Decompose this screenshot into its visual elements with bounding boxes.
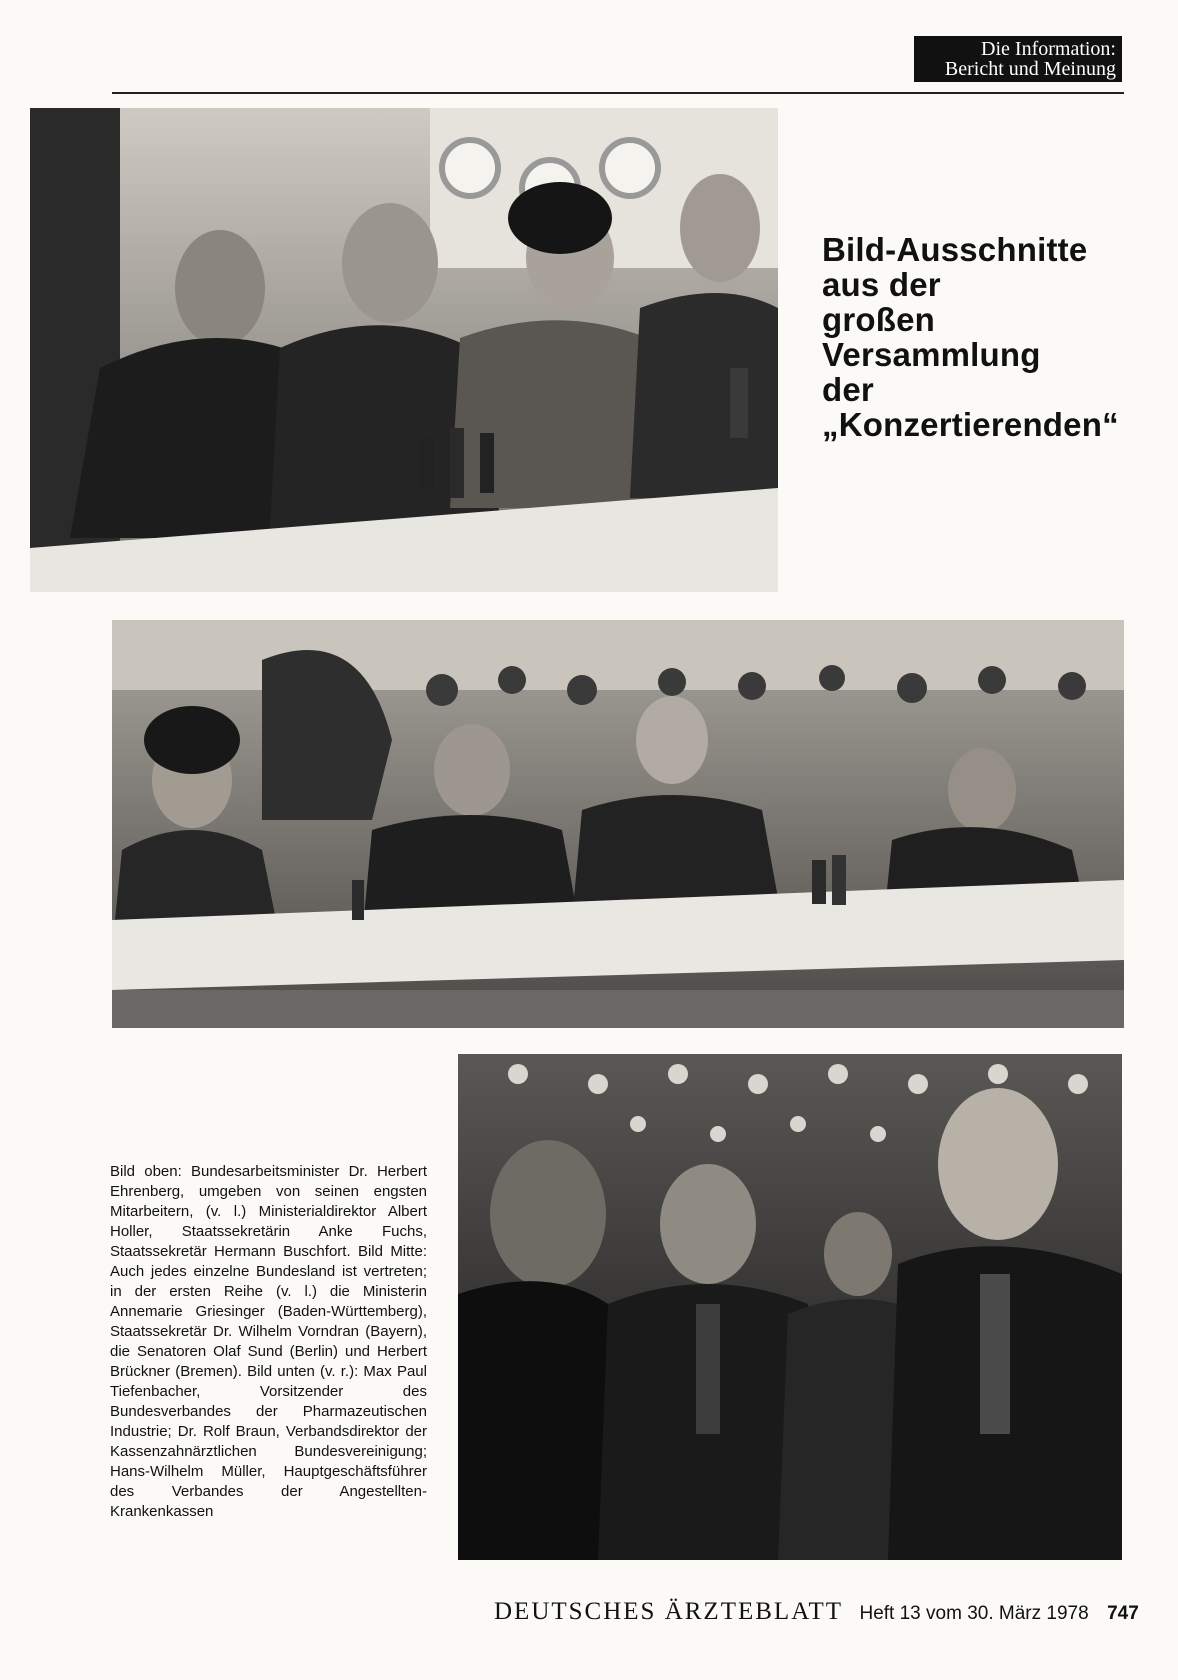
section-rubric — [914, 36, 1122, 82]
photo-middle-image — [112, 620, 1124, 1028]
photo-bottom-association-leaders — [458, 1054, 1122, 1560]
rubric-line-2: Bericht und Meinung — [944, 58, 1116, 80]
photo-caption: Bild oben: Bundesarbeitsminister Dr. Herbert Ehrenberg, umgeben von seinen engsten Mitarbeitern, (v. l.) Ministerialdirektor Albert Holler, Staatssekretärin Anke Fuchs, Staatssekretär Hermann Buschfort. Bild Mitte: Auch jedes einzelne Bundesland ist vertreten; in der ersten Reihe (v. l.) die Ministerin Annemarie Griesinger (Baden-Württemberg), Staatssekretär Dr. Wilhelm Vorndran (Bayern), die Senatoren Olaf Sund (Berlin) und Herbert Brückner (Bremen). Bild unten (v. r.): Max Paul Tiefenbacher, Vorsitzender des Bundesverbandes der Pharmazeutischen Industrie; Dr. Rolf Braun, Verbandsdirektor der Kassenzahnärztlichen Bundesvereinigung; Hans-Wilhelm Müller, Hauptgeschäftsführer des Verbandes der Angestellten-Krankenkassen — [110, 1163, 427, 1520]
page-number: 747 — [1107, 1603, 1139, 1624]
headline-line: „Konzertierenden“ — [822, 406, 1119, 443]
photo-bottom-image — [458, 1054, 1122, 1560]
journal-name: DEUTSCHES ÄRZTEBLATT — [494, 1598, 844, 1625]
headline-line: Versammlung — [822, 336, 1041, 373]
header-rule — [112, 92, 1124, 94]
photo-top-image — [30, 108, 778, 592]
headline-line: aus der — [822, 266, 941, 303]
page-footer — [494, 1598, 1139, 1628]
issue-info: Heft 13 vom 30. März 1978 — [859, 1603, 1089, 1624]
headline-line: Bild-Ausschnitte — [822, 231, 1088, 268]
headline — [822, 232, 1122, 442]
photo-middle-state-delegates — [112, 620, 1124, 1028]
rubric-line-1: Die Information: — [981, 38, 1116, 60]
photo-top-ministry-officials — [30, 108, 778, 592]
headline-line: der — [822, 371, 874, 408]
headline-line: großen — [822, 301, 936, 338]
